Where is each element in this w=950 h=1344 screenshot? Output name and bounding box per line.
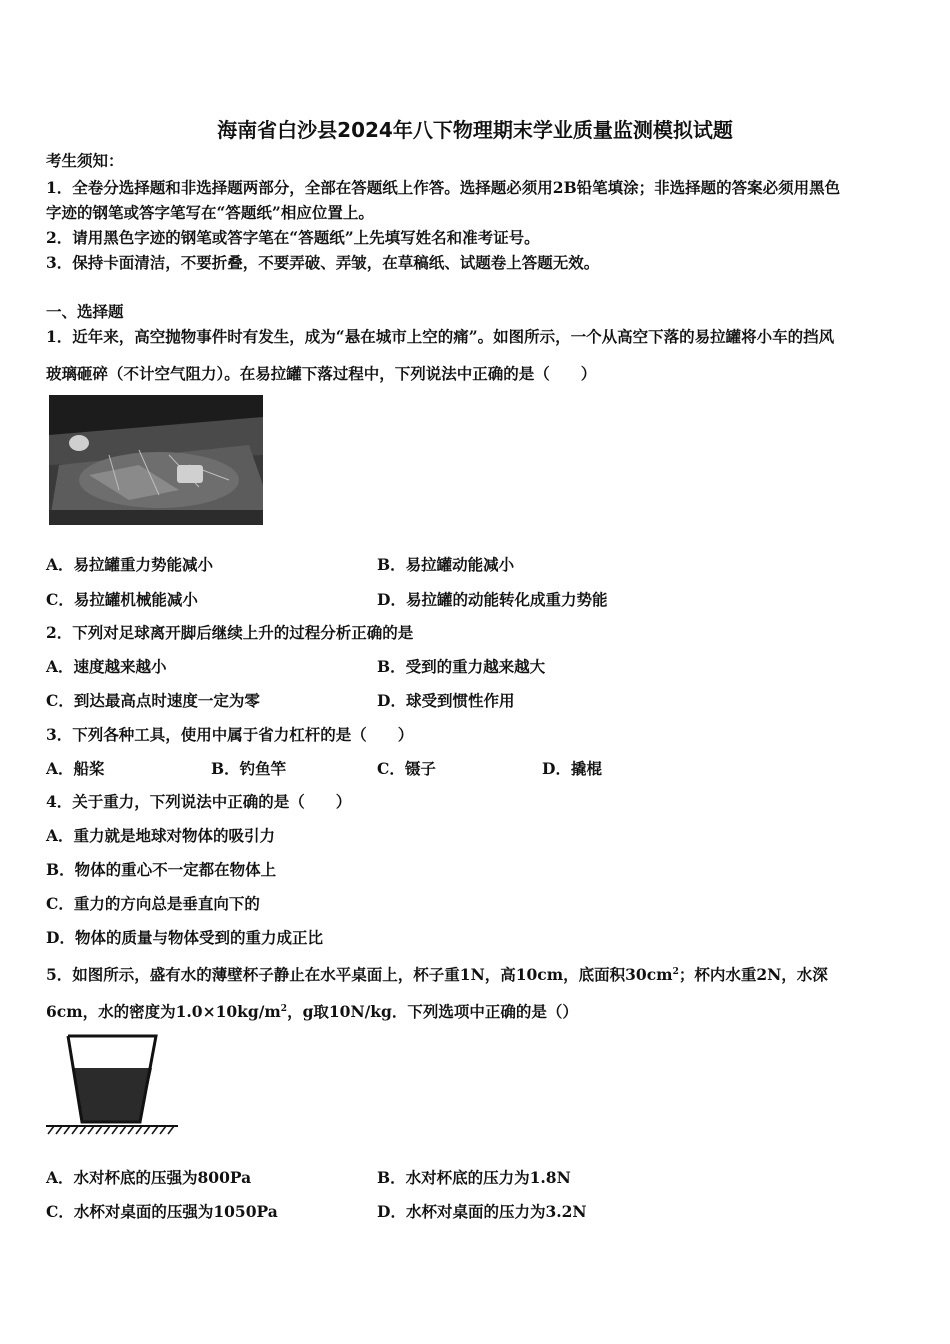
q5-stem-line-2: 6cm，水的密度为$1.0\times 10kg/m^2$，g取10N/kg．下列选项中正确的是（） (46, 1002, 578, 1022)
section-heading: 一、选择题 (46, 302, 124, 321)
q4-option-a: A．重力就是地球对物体的吸引力 (46, 826, 276, 845)
notice-line-1: 1．全卷分选择题和非选择题两部分，全部在答题纸上作答。选择题必须用2B铅笔填涂；非选择题的答案必须用黑色 (46, 178, 841, 197)
notice-line-2: 字迹的钢笔或答字笔写在“答题纸”相应位置上。 (46, 203, 374, 222)
q1-option-a: A．易拉罐重力势能减小 (46, 555, 214, 574)
q2-stem: 2．下列对足球离开脚后继续上升的过程分析正确的是 (46, 623, 414, 642)
q4-stem: 4．关于重力，下列说法中正确的是（ ） (46, 792, 352, 811)
q5-option-a: A．水对杯底的压强为800Pa (46, 1168, 252, 1187)
q3-stem: 3．下列各种工具，使用中属于省力杠杆的是（ ） (46, 725, 414, 744)
q1-option-c: C．易拉罐机械能减小 (46, 590, 198, 609)
q5-stem-line-1: 5．如图所示，盛有水的薄壁杯子静止在水平桌面上，杯子重1N，高10cm，底面积$30cm^2$；杯内水重2N，水深 (46, 965, 828, 985)
q3-option-a: A．船桨 (46, 759, 105, 778)
notice-line-4: 3．保持卡面清洁，不要折叠，不要弄破、弄皱，在草稿纸、试题卷上答题无效。 (46, 253, 600, 272)
q1-option-b: B．易拉罐动能减小 (377, 555, 515, 574)
q1-stem-line-2: 玻璃砸碎（不计空气阻力）。在易拉罐下落过程中，下列说法中正确的是（ ） (46, 364, 597, 383)
page-title: 海南省白沙县2024年八下物理期末学业质量监测模拟试题 (217, 118, 733, 142)
q3-option-b: B．钓鱼竿 (211, 759, 287, 778)
q1-stem-line-1: 1．近年来，高空抛物事件时有发生，成为“悬在城市上空的痛”。如图所示，一个从高空下落的易拉罐将小车的挡风 (46, 327, 835, 346)
q4-option-b: B．物体的重心不一定都在物体上 (46, 860, 277, 879)
notice-heading: 考生须知： (46, 151, 124, 170)
q2-option-b: B．受到的重力越来越大 (377, 657, 546, 676)
notice-line-3: 2．请用黑色字迹的钢笔或答字笔在“答题纸”上先填写姓名和准考证号。 (46, 228, 540, 247)
q4-option-c: C．重力的方向总是垂直向下的 (46, 894, 260, 913)
q5-option-b: B．水对杯底的压力为1.8N (377, 1168, 571, 1187)
q5-option-d: D．水杯对桌面的压力为3.2N (377, 1202, 587, 1221)
car-windshield-photo (49, 395, 263, 525)
q2-option-a: A．速度越来越小 (46, 657, 167, 676)
q1-option-d: D．易拉罐的动能转化成重力势能 (377, 590, 608, 609)
cup-on-table-diagram (44, 1032, 184, 1142)
q3-option-d: D．撬棍 (542, 759, 602, 778)
q3-option-c: C．镊子 (377, 759, 436, 778)
q2-option-c: C．到达最高点时速度一定为零 (46, 691, 260, 710)
q4-option-d: D．物体的质量与物体受到的重力成正比 (46, 928, 323, 947)
q5-option-c: C．水杯对桌面的压强为1050Pa (46, 1202, 278, 1221)
q2-option-d: D．球受到惯性作用 (377, 691, 515, 710)
